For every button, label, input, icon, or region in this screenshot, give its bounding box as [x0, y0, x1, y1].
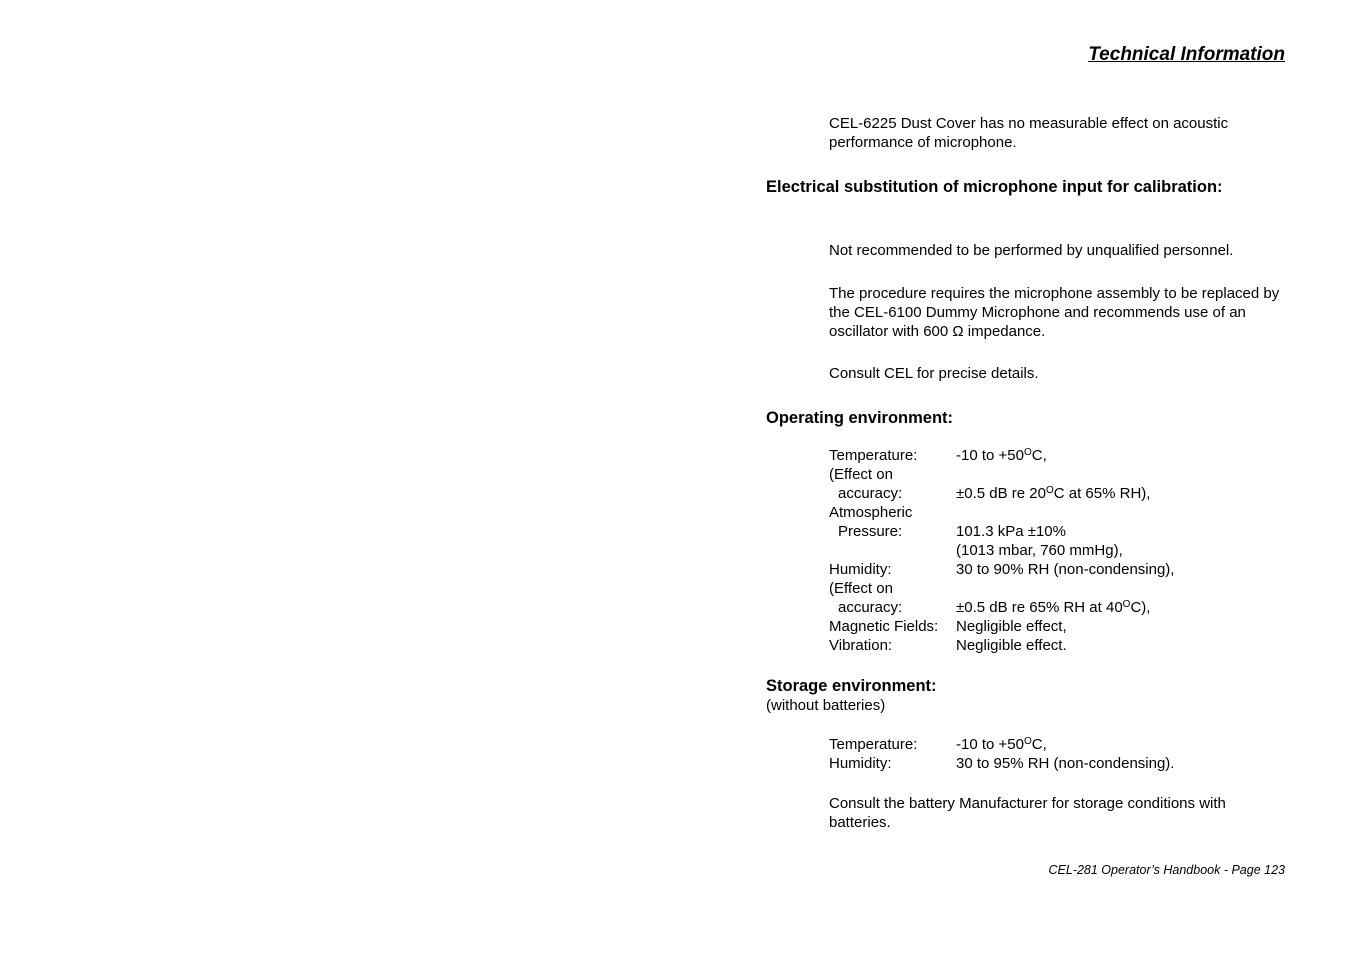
degree-superscript: O [1045, 485, 1054, 496]
spec-row [829, 465, 1299, 484]
spec-value: -10 to $+50^OC$, [956, 447, 1047, 464]
spec-row [829, 636, 1299, 655]
degree-superscript: O [1122, 599, 1131, 610]
unqualified-personnel-note: Not recommended to be performed by unqualified personnel. [829, 242, 1234, 259]
consult-cel-paragraph: Consult CEL for precise details. [829, 365, 1039, 382]
spec-label: Temperature: [829, 447, 918, 464]
spec-label: Pressure: [838, 523, 903, 540]
storage-environment-heading: Storage environment: [766, 677, 937, 695]
spec-label: Atmospheric [829, 504, 913, 521]
storage-spec-table [829, 735, 1299, 773]
page-footer: CEL-281 Operator’s Handbook - Page 123 [1048, 863, 1285, 877]
spec-label: Temperature: [829, 736, 918, 753]
spec-row [829, 503, 1299, 522]
spec-label: accuracy: [838, 485, 903, 502]
operating-spec-table [829, 446, 1299, 655]
spec-value: -10 to $+50^OC$, [956, 736, 1047, 753]
spec-label: (Effect on [829, 466, 893, 483]
spec-row [829, 484, 1299, 503]
operating-environment-heading: Operating environment: [766, 409, 954, 427]
spec-value: ±0.5 dB re $20^OC$ at 65% RH), [956, 485, 1151, 502]
spec-row [829, 754, 1299, 773]
degree-superscript: O [1023, 736, 1032, 747]
spec-label: accuracy: [838, 599, 903, 616]
page-title: Technical Information [1088, 44, 1285, 65]
procedure-paragraph: The procedure requires the microphone assembly to be replaced by the CEL-6100 Dummy Microphone and recommends use of an oscillator with 600 Ω impedance. [829, 285, 1280, 340]
spec-row [829, 735, 1299, 754]
spec-row [829, 579, 1299, 598]
spec-label: Magnetic Fields: [829, 618, 939, 635]
degree-superscript: O [1023, 447, 1032, 458]
spec-row [829, 446, 1299, 465]
battery-storage-paragraph: Consult the battery Manufacturer for storage conditions with batteries. [829, 795, 1226, 831]
spec-value: ±0.5 dB re 65% RH at $40^OC$), [956, 599, 1151, 616]
electrical-substitution-heading: Electrical substitution of microphone input for calibration: [766, 178, 1223, 196]
spec-value: 30 to 95% RH (non-condensing). [956, 755, 1175, 772]
spec-value: 30 to 90% RH (non-condensing), [956, 561, 1175, 578]
spec-row [829, 522, 1299, 541]
spec-value: Negligible effect, [956, 618, 1067, 635]
spec-label: (Effect on [829, 580, 893, 597]
spec-label: Vibration: [829, 637, 893, 654]
spec-row [829, 560, 1299, 579]
spec-row [829, 598, 1299, 617]
spec-value: Negligible effect. [956, 637, 1067, 654]
without-batteries-note: (without batteries) [766, 697, 886, 714]
spec-row [829, 541, 1299, 560]
spec-label: Humidity: [829, 561, 892, 578]
spec-value: 101.3 kPa ±10% [956, 523, 1066, 540]
spec-label: Humidity: [829, 755, 892, 772]
dust-cover-paragraph: CEL-6225 Dust Cover has no measurable effect on acoustic performance of microphone. [829, 115, 1229, 151]
spec-value: (1013 mbar, 760 mmHg), [956, 542, 1123, 559]
spec-row [829, 617, 1299, 636]
